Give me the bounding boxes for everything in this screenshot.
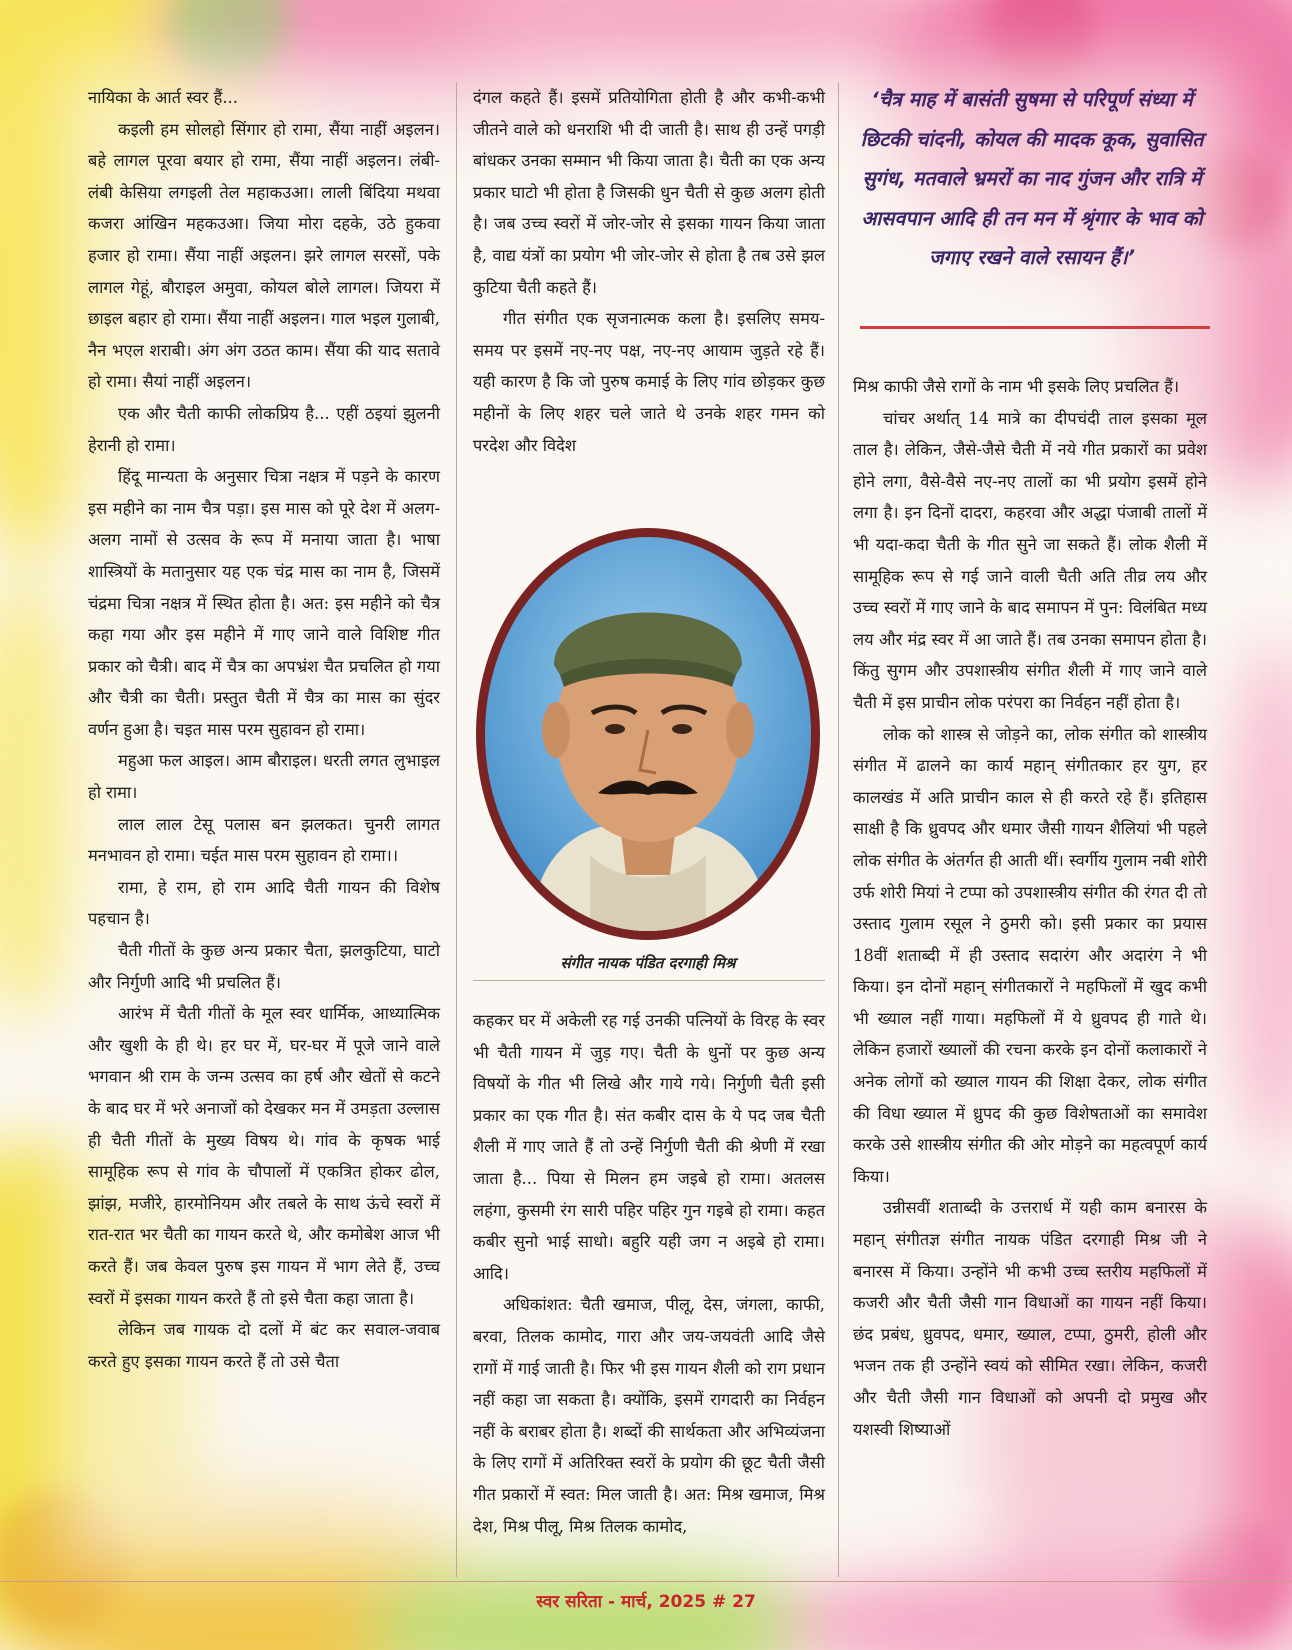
caption-divider: [473, 980, 825, 981]
photo-caption: संगीत नायक पंडित दरगाही मिश्र: [560, 954, 736, 972]
paragraph: कहकर घर में अकेली रह गई उनकी पत्नियों के विरह के स्वर भी चैती गायन में जुड़ गए। चैती के धुनों पर कुछ अन्य विषयों के गीत भी लिखे और गाये गये। निर्गुणी चैती इसी प्रकार का एक गीत है। संत कबीर दास के ये पद जब चैती शैली में गाए जाते हैं तो उन्हें निर्गुणी चैती की श्रेणी में रखा जाता है... पिया से मिलन हम जइबे हो रामा। अतलस लहंगा, कुसमी रंग सारी पहिर पहिर गुन गइबे हो रामा। कहत कबीर सुनो भाई साधो। बहुरि यही जग न अइबे हो रामा। आदि।: [473, 1011, 825, 1283]
paragraph: लाल लाल टेसू पलास बन झलकत। चुनरी लागत मनभावन हो रामा। चईत मास परम सुहावन हो रामा।।: [88, 814, 440, 866]
article-column-3: [853, 371, 1207, 1445]
paragraph: लोक को शास्त्र से जोड़ने का, लोक संगीत को शास्त्रीय संगीत में ढालने का कार्य महान् संगीतकार हर युग, हर कालखंड में अति प्राचीन काल से ही करते रहे हैं। इतिहास साक्षी है कि ध्रुवपद और धमार जैसी गायन शैलियां भी पहले लोक संगीत के अंतर्गत ही आती थीं। स्वर्गीय गुलाम नबी शोरी उर्फ शोरी मियां ने टप्पा को उपशास्त्रीय संगीत की रंगत दी तो उस्ताद गुलाम रसूल ने ठुमरी को। इसी प्रकार का प्रयास 18वीं शताब्दी में ही उस्ताद सदारंग और अदारंग ने भी किया। इन दोनों महान् संगीतकारों ने महफिलों में खुद कभी भी ख्याल नहीं गाया। महफिलों में ये ध्रुवपद ही गाते थे। लेकिन हजारों ख्यालों की रचना करके इन दोनों कलाकारों ने अनेक लोगों को ख्याल गायन की शिक्षा देकर, लोक संगीत की विधा ख्याल में ध्रुपद की कुछ विशेषताओं का समावेश करके उसे शास्त्रीय संगीत की ओर मोड़ने का महत्वपूर्ण कार्य किया।: [853, 724, 1207, 1186]
paragraph: उन्नीसवीं शताब्दी के उत्तरार्ध में यही काम बनारस के महान् संगीतज्ञ संगीत नायक पंडित दरगाही मिश्र जी ने बनारस में किया। उन्होंने भी कभी उच्च स्तरीय महफिलों में कजरी और चैती जैसी गान विधाओं का गायन नहीं किया। छंद प्रबंध, ध्रुवपद, धमार, ख्याल, टप्पा, ठुमरी, होली और भजन तक ही उन्होंने स्वयं को सीमित रखा। लेकिन, कजरी और चैती जैसी गान विधाओं को अपनी दो प्रमुख और यशस्वी शिष्याओं: [853, 1198, 1207, 1439]
paragraph: रामा, हे राम, हो राम आदि चैती गायन की विशेष पहचान है।: [88, 877, 440, 929]
paragraph: अधिकांशत: चैती खमाज, पीलू, देस, जंगला, काफी, बरवा, तिलक कामोद, गारा और जय-जयवंती आदि जैसे रागों में गाई जाती है। फिर भी इस गायन शैली को राग प्रधान नहीं कहा जा सकता है। क्योंकि, इसमें रागदारी का निर्वहन नहीं के बराबर होता है। शब्दों की सार्थकता और अभिव्यंजना के लिए रागों में अतिरिक्त स्वरों के प्रयोग की छूट चैती जैसी गीत प्रकारों में स्वत: मिल जाती है। अत: मिश्र खमाज, मिश्र देश, मिश्र पीलू, मिश्र तिलक कामोद,: [473, 1295, 825, 1536]
footer-rule: [0, 1581, 1292, 1582]
paragraph: दंगल कहते हैं। इसमें प्रतियोगिता होती है और कभी-कभी जीतने वाले को धनराशि भी दी जाती है। साथ ही उन्हें पगड़ी बांधकर उनका सम्मान भी किया जाता है। चैती का एक अन्य प्रकार घाटो भी होता है जिसकी धुन चैती से कुछ अलग होती है। जब उच्च स्वरों में जोर-जोर से इसका गायन किया जाता है, वाद्य यंत्रों का प्रयोग भी जोर-जोर से होता है तब उसे झल कुटिया चैती कहते हैं।: [473, 88, 825, 297]
column-divider-1: [456, 82, 457, 1577]
pull-quote-rule: [860, 326, 1210, 329]
paragraph: गीत संगीत एक सृजनात्मक कला है। इसलिए समय-समय पर इसमें नए-नए पक्ष, नए-नए आयाम जुड़ते रहे हैं। यही कारण है कि जो पुरुष कमाई के लिए गांव छोड़कर कुछ महीनों के लिए शहर चले जाते थे उनके शहर गमन को परदेश और विदेश: [473, 309, 825, 455]
article-column-2-top: [473, 82, 825, 461]
paragraph: मिश्र काफी जैसे रागों के नाम भी इसके लिए प्रचलित हैं।: [853, 377, 1180, 396]
portrait-photo: [470, 525, 826, 943]
paragraph: लेकिन जब गायक दो दलों में बंट कर सवाल-जवाब करते हुए इसका गायन करते हैं तो उसे चैता: [88, 1320, 440, 1371]
column-divider-2: [838, 82, 839, 1577]
paragraph: चांचर अर्थात् 14 मात्रे का दीपचंदी ताल इसका मूल ताल है। लेकिन, जैसे-जैसे चैती में नये गीत प्रकारों का प्रवेश होने लगा, वैसे-वैसे नए-नए तालों का भी प्रयोग इसमें होने लगा है। इन दिनों दादरा, कहरवा और अद्धा पंजाबी तालों में भी यदा-कदा चैती के गीत सुने जा सकते हैं। लोक शैली में सामूहिक रूप से गई जाने वाली चैती अति तीव्र लय और उच्च स्वरों में गाए जाने के बाद समापन में पुन: विलंबित मध्य लय और मंद्र स्वर में आ जाते हैं। तब उनका समापन होता है। किंतु सुगम और उपशास्त्रीय संगीत शैली में गाए जाने वाले चैती में इस प्राचीन लोक परंपरा का निर्वहन नहीं होता है।: [853, 408, 1207, 712]
page-number: # 27: [711, 1592, 756, 1612]
page-footer: [0, 1589, 1292, 1612]
magazine-issue: स्वर सरिता - मार्च, 2025: [536, 1592, 707, 1612]
paragraph: महुआ फल आइल। आम बौराइल। धरती लगत लुभाइल हो रामा।: [88, 751, 440, 803]
article-column-1: [88, 82, 440, 1377]
paragraph: आरंभ में चैती गीतों के मूल स्वर धार्मिक, आध्यात्मिक और खुशी के ही थे। हर घर में, घर-घर में पूजे जाने वाले भगवान श्री राम के जन्म उत्सव का हर्ष और खेतों से कटने के बाद घर में भरे अनाजों को देखकर मन में उमड़ता उल्लास ही चैती गीतों के मुख्य विषय थे। गांव के कृषक भाई सामूहिक रूप से गांव के चौपालों में एकत्रित होकर ढोल, झांझ, मजीरे, हारमोनियम और तबले के साथ ऊंचे स्वरों में रात-रात भर चैती का गायन करते थे, और कमोबेश आज भी करते हैं। जब केवल पुरुष इस गायन में भाग लेते हैं, उच्च स्वरों में इसका गायन करते हैं तो इसे चैता कहा जाता है।: [88, 1004, 440, 1308]
pull-quote: ‘चैत्र माह में बासंती सुषमा से परिपूर्ण संध्या में छिटकी चांदनी, कोयल की मादक कूक, सुवासित सुगंध, मतवाले भ्रमरों का नाद गुंजन और रात्रि में आसवपान आदि ही तन मन में श्रृंगार के भाव को जगाए रखने वाले रसायन हैं।’: [860, 88, 1204, 269]
paragraph: एक और चैती काफी लोकप्रिय है... एहीं ठइयां झुलनी हेरानी हो रामा।: [88, 403, 440, 455]
paragraph: कइली हम सोलहो सिंगार हो रामा, सैंया नाहीं अइलन। बहे लागल पूरवा बयार हो रामा, सैंया नाहीं अइलन। लंबी-लंबी केसिया लगइली तेल महाकउआ। लाली बिंदिया मथवा कजरा आंखिन महकउआ। जिया मोरा दहके, उठे हुकवा हजार हो रामा। सैंया नाहीं अइलन। झरे लागल सरसों, पके लागल गेहूं, बौराइल अमुवा, कोयल बोले लागल। जियरा में छाइल बहार हो रामा। सैंया नाहीं अइलन। गाल भइल गुलाबी, नैन भएल शराबी। अंग अंग उठत काम। सैंया की याद सतावे हो रामा। सैयां नाहीं अइलन।: [88, 119, 440, 392]
paragraph: चैती गीतों के कुछ अन्य प्रकार चैता, झलकुटिया, घाटो और निर्गुणी आदि भी प्रचलित हैं।: [88, 941, 440, 992]
paragraph: हिंदू मान्यता के अनुसार चित्रा नक्षत्र में पड़ने के कारण इस महीने का नाम चैत्र पड़ा। इस मास को पूरे देश में अलग-अलग नामों से उत्सव के रूप में मनाया जाता है। भाषा शास्त्रियों के मतानुसार यह एक चंद्र मास का नाम है, जिसमें चंद्रमा चित्रा नक्षत्र में स्थित होता है। अत: इस महीने को चैत्र कहा गया और इस महीने में गाए जाने वाले विशिष्ट गीत प्रकार को चैत्री। बाद में चैत्र का अपभ्रंश चैत प्रचलित हो गया और चैत्री का चैती। प्रस्तुत चैती में चैत्र का मास का सुंदर वर्णन हुआ है। चइत मास परम सुहावन हो रामा।: [88, 467, 440, 739]
paragraph: नायिका के आर्त स्वर हैं...: [88, 88, 238, 107]
article-column-2-bottom: [473, 1005, 825, 1542]
